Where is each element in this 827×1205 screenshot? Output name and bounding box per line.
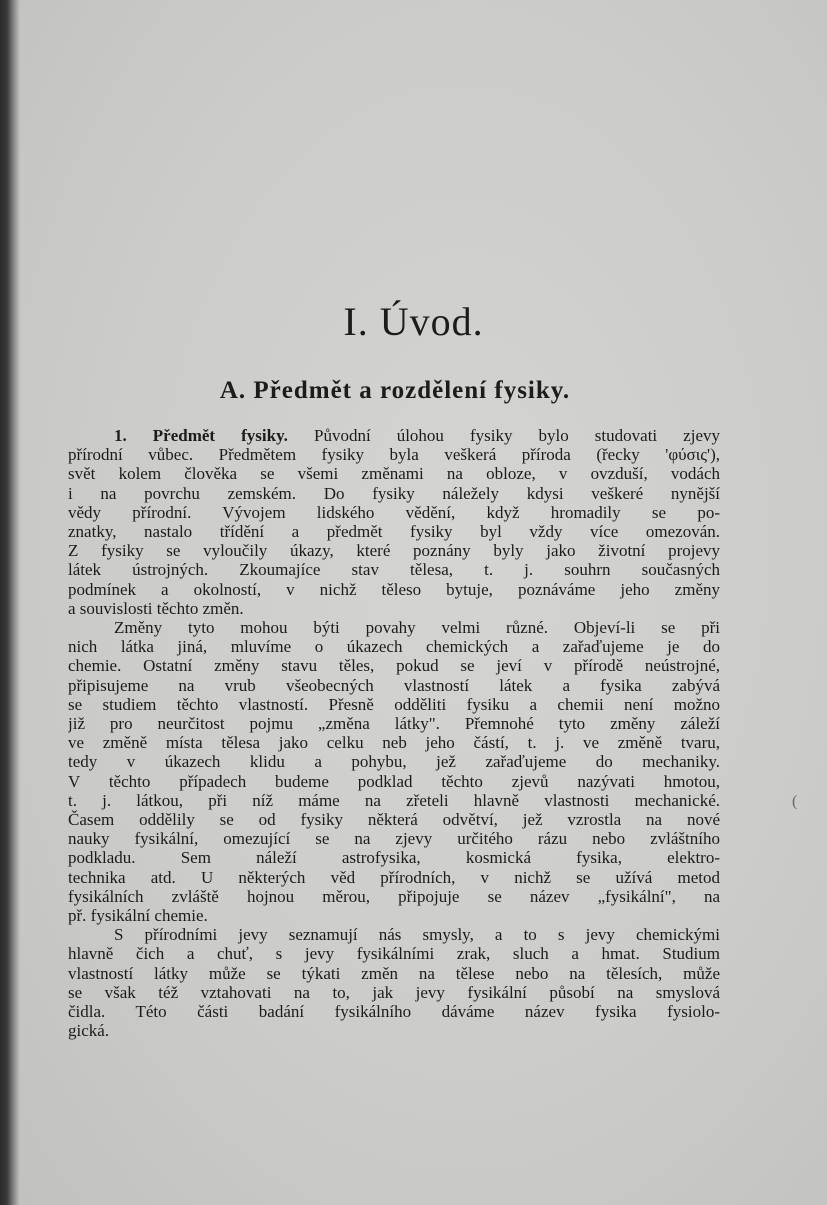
text-line: technika atd. U některých věd přírodních, v nichž se užívá metod [68, 867, 720, 887]
paragraph [68, 426, 720, 618]
chapter-title: I. Úvod. [343, 299, 484, 344]
text-line: přírodní vůbec. Předmětem fysiky byla veškerá příroda (řecky 'φύσις'), [68, 445, 720, 465]
text-line: Změny tyto mohou býti povahy velmi různé. Objeví-li se při [114, 618, 720, 638]
text-line: fysikálních zvláště hojnou měrou, připojuje se název „fysikální", na [68, 886, 720, 906]
text-line: vědy přírodní. Vývojem lidského vědění, když hromadily se po- [68, 502, 720, 522]
text-line: znatky, nastalo třídění a předmět fysiky byl vždy více omezován. [68, 522, 720, 542]
text-line: S přírodními jevy seznamují nás smysly, a to s jevy chemickými [114, 925, 720, 945]
text-line: tedy v úkazech klidu a pohybu, jež zařaďujeme do mechaniky. [68, 752, 720, 772]
paragraph [68, 925, 720, 1040]
text-line: gická. [68, 1021, 110, 1041]
paragraph [68, 618, 720, 925]
text-line: ve změně místa tělesa jako celku neb jeho částí, t. j. ve změně tvaru, [68, 733, 720, 753]
runin-heading: 1. Předmět fysiky. [114, 426, 288, 445]
text-line: již pro neurčitost pojmu „změna látky". Přemnohé tyto změny záleží [68, 714, 720, 734]
text-line: 1. Předmět fysiky. Původní úlohou fysiky bylo studovati zjevy [114, 426, 720, 445]
text-line: a souvislosti těchto změn. [68, 598, 244, 618]
text-line: t. j. látkou, při níž máme na zřeteli hlavně vlastnosti mechanické. [68, 790, 720, 810]
text-line: připisujeme na vrub všeobecných vlastností látek a fysika zabývá [68, 675, 720, 695]
text-line: př. fysikální chemie. [68, 906, 208, 926]
text-line: nich látka jiná, mluvíme o úkazech chemických a zařaďujeme je do [68, 637, 720, 657]
text-line: svět kolem člověka se všemi změnami na obloze, v ovzduší, vodách [68, 464, 720, 484]
section-title: A. Předmět a rozdělení fysiky. [219, 377, 571, 404]
text-line: Časem oddělily se od fysiky některá odvětví, jež vzrostla na nové [68, 810, 720, 830]
text-line: vlastností látky může se týkati změn na tělese nebo na tělesích, může [68, 963, 720, 983]
text-line: čidla. Této části badání fysikálního dáváme název fysika fysiolo- [68, 1002, 720, 1022]
text-line: se však též vztahovati na to, jak jevy fysikální působí na smyslová [68, 982, 720, 1002]
body-text [68, 426, 720, 1041]
text-line: látek ústrojných. Zkoumajíce stav tělesa, t. j. souhrn současných [68, 560, 720, 580]
text-line: se studiem těchto vlastností. Přesně odděliti fysiku a chemii není možno [68, 694, 720, 714]
text-line: Z fysiky se vyloučily úkazy, které poznány byly jako životní projevy [68, 541, 720, 561]
text-line: podmínek a okolností, v nichž těleso bytuje, poznáváme jeho změny [68, 579, 720, 599]
text-line: nauky fysikální, omezující se na zjevy určitého rázu nebo zvláštního [68, 829, 720, 849]
margin-mark: ( [792, 793, 798, 810]
book-spine [0, 0, 20, 1205]
text-line: chemie. Ostatní změny stavu těles, pokud se jeví v přírodě neústrojné, [68, 656, 720, 676]
text-line: V těchto případech budeme podklad těchto zjevů nazývati hmotou, [68, 771, 720, 791]
text-line: hlavně čich a chuť, s jevy fysikálními zrak, sluch a hmat. Studium [68, 944, 720, 964]
text-line: i na povrchu zemském. Do fysiky náležely kdysi veškeré nynější [68, 483, 720, 503]
text-line: podkladu. Sem náleží astrofysika, kosmická fysika, elektro- [68, 848, 720, 868]
